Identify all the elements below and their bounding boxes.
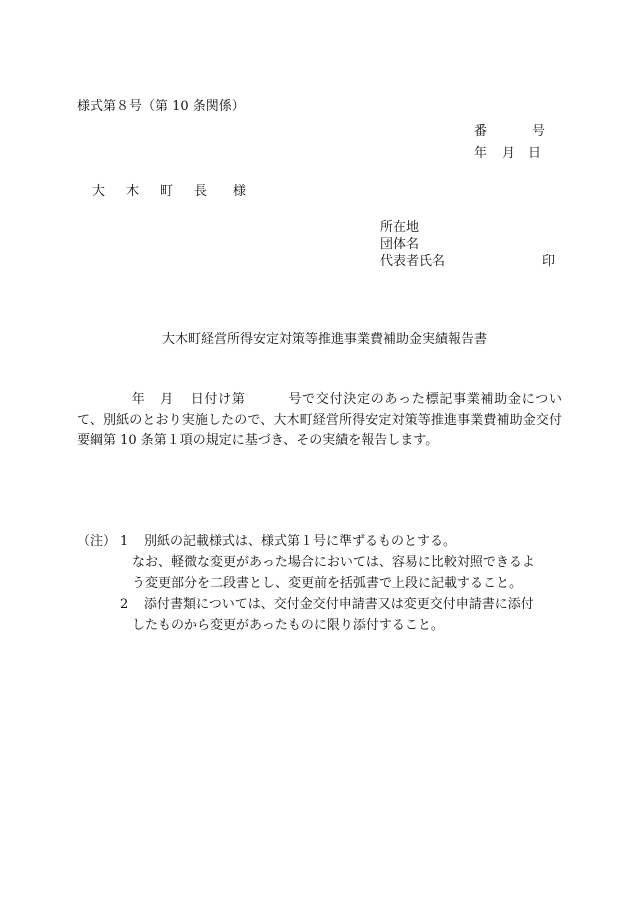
body-day-part: 日付け第	[189, 392, 246, 407]
representative-label: 代表者氏名	[380, 254, 446, 269]
number-suffix: 号	[532, 124, 546, 139]
date-day: 日	[528, 146, 542, 161]
note-1-line-1: 別紙の記載様式は、様式第１号に準ずるものとする。	[144, 534, 457, 549]
note-2-line-1: 添付書類については、交付金交付申請書又は変更交付申請書に添付	[144, 597, 534, 612]
document-title: 大木町経営所得安定対策等推進事業費補助金実績報告書	[162, 332, 488, 347]
note-2-line-2: したものから変更があったものに限り添付すること。	[132, 618, 444, 633]
body-rest: 号で交付決定のあった標記事業補助金について、別紙のとおり実施したので、大木町経営所得安定対策等推進事業費補助金交付要綱第 10 条第１項の規定に基づき、その実績を報告します。	[77, 392, 562, 448]
seal-mark: 印	[542, 254, 556, 269]
applicant-block	[380, 219, 555, 270]
body-month: 月	[159, 392, 174, 407]
body-year: 年	[131, 392, 146, 407]
notes-section	[77, 531, 567, 636]
note-number: 1	[120, 534, 129, 549]
addressee-char: 大	[92, 184, 106, 199]
note-1-line-2: なお、軽微な変更があった場合においては、容易に比較対照できるよ	[132, 555, 535, 570]
date-month: 月	[502, 146, 516, 161]
form-number: 様式第８号（第 10 条関係）	[77, 99, 245, 114]
addressee	[92, 183, 246, 201]
address-label: 所在地	[380, 220, 420, 235]
document-number-row	[474, 121, 545, 143]
document-date-row	[474, 143, 545, 165]
body-paragraph	[77, 390, 562, 452]
group-name-label: 団体名	[380, 237, 420, 252]
note-1-line-3: う変更部分を二段書とし、変更前を括弧書で上段に記載すること。	[132, 576, 523, 591]
number-prefix: 番	[474, 124, 488, 139]
date-year: 年	[474, 146, 488, 161]
addressee-honorific: 様	[233, 184, 247, 199]
addressee-char: 長	[194, 184, 208, 199]
document-number-block	[474, 121, 545, 165]
representative-row	[380, 253, 555, 270]
note-number: 2	[120, 597, 129, 612]
addressee-char: 町	[160, 184, 174, 199]
addressee-char: 木	[126, 184, 140, 199]
notes-label: （注）	[77, 534, 117, 549]
